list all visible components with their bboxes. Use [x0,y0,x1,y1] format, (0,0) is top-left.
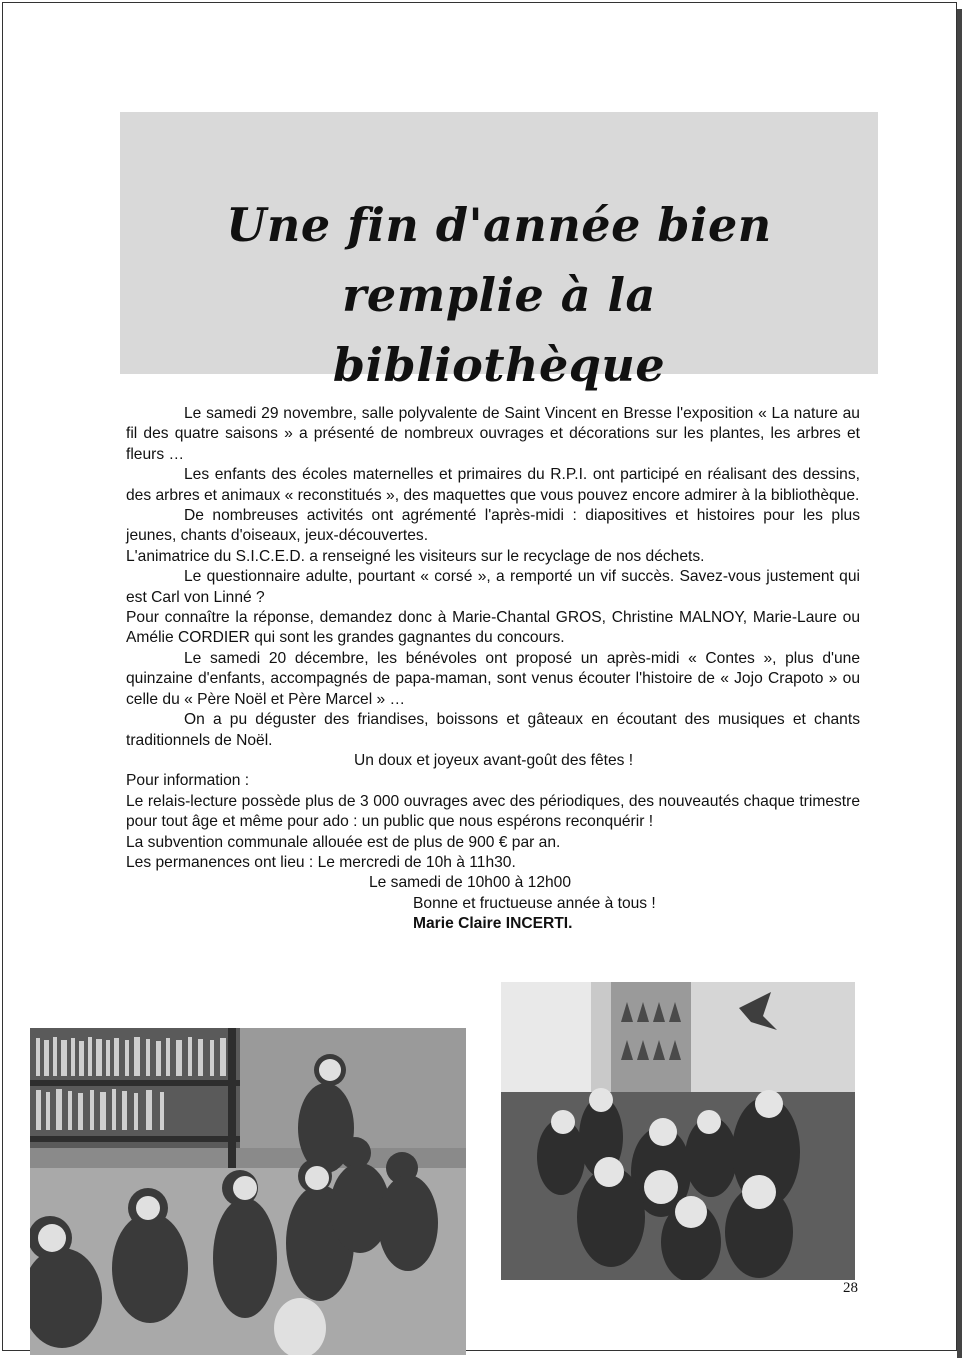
page-number: 28 [843,1280,858,1296]
opening-hours-wednesday: Les permanences ont lieu : Le mercredi de 10h à 11h30. [126,853,516,871]
paragraph-siced: L'animatrice du S.I.C.E.D. a renseigné les visiteurs sur le recyclage de nos déchets. [126,547,705,565]
title-line-2: bibliothèque [332,338,666,392]
paragraph-children: Les enfants des écoles maternelles et primaires du R.P.I. ont participé en réalisant des dessins, des arbres et animaux « reconstitués », des maquettes que vous pouvez encore admirer à la bibliothèque. [126,466,860,504]
paragraph-winners: Pour connaître la réponse, demandez donc à Marie-Chantal GROS, Christine MALNOY, Marie-Laure ou Amélie CORDIER qui sont les grandes gagnantes du concours. [126,609,860,647]
title-banner [120,112,878,392]
paragraph-questionnaire: Le questionnaire adulte, pourtant « corsé », a remporté un vif succès. Savez-vous justement qui est Carl von Linné ? [126,568,860,606]
info-subsidy: La subvention communale allouée est de plus de 900 € par an. [126,833,561,851]
info-books: Le relais-lecture possède plus de 3 000 ouvrages avec des périodiques, des nouveautés chaque trimestre pour tout âge et même pour ado : un public que nous espérons reconquérir ! [126,792,860,831]
paragraph-exhibition: Le samedi 29 novembre, salle polyvalente de Saint Vincent en Bresse l'exposition « La nature au fil des quatre saisons » a présenté de nombreux ouvrages et décorations sur les plantes, les arbres et fleurs … [126,405,860,463]
tagline: Un doux et joyeux avant-goût des fêtes ! [354,751,634,769]
opening-hours-saturday: Le samedi de 10h00 à 12h00 [369,874,572,892]
paragraph-treats: On a pu déguster des friandises, boissons et gâteaux en écoutant des musiques et chants traditionnels de Noël. [126,711,860,749]
page-title [120,190,878,400]
article-body [126,404,860,935]
author-signature: Marie Claire INCERTI. [413,915,573,933]
paragraph-activities: De nombreuses activités ont agrémenté l'après-midi : diapositives et histoires pour les plus jeunes, chants d'oiseaux, jeux-découvertes. [126,507,860,545]
photo-children-library [30,1028,466,1355]
photo-children-contes [501,982,855,1280]
closing-wishes: Bonne et fructueuse année à tous ! [413,894,656,912]
info-heading: Pour information : [126,772,250,790]
paragraph-contes: Le samedi 20 décembre, les bénévoles ont proposé un après-midi « Contes », plus d'une quinzaine d'enfants, accompagnés de papa-maman, sont venus écouter l'histoire de « Jojo Crapoto » ou celle du « Père Noël et Père Marcel » … [126,649,860,708]
title-line-1: Une fin d'année bien remplie à la [226,198,772,322]
